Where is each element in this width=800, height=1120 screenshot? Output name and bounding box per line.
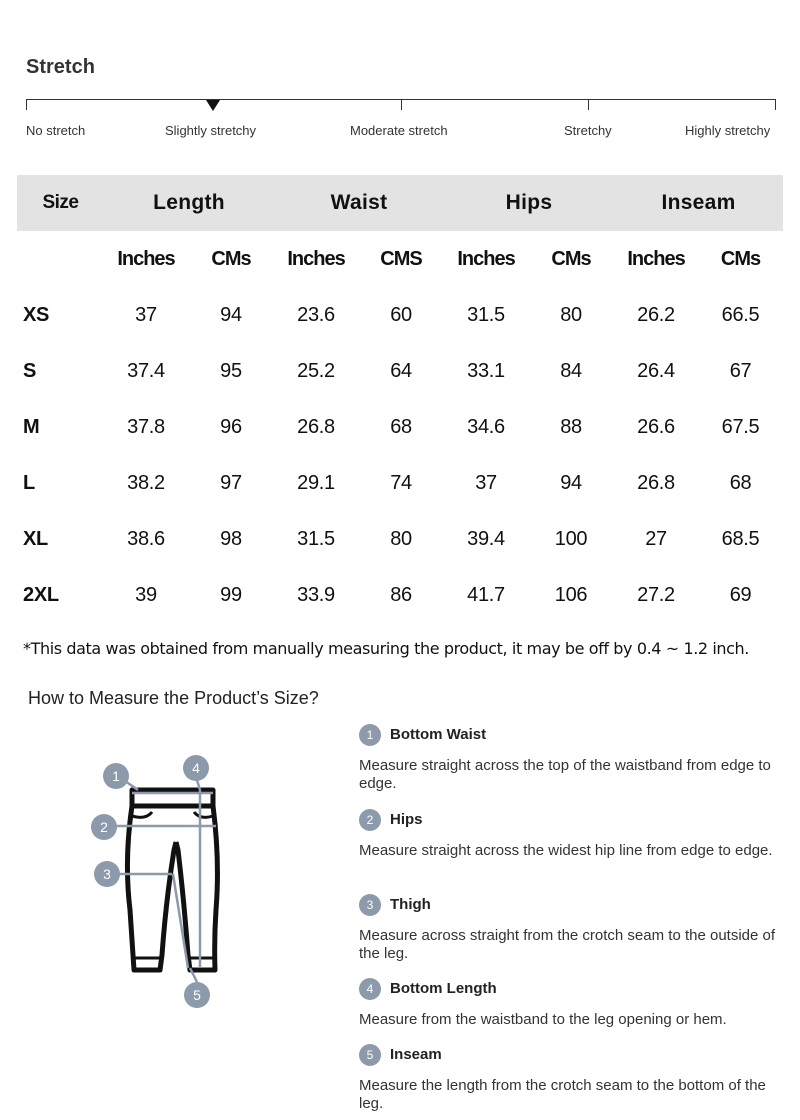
table-cell: 26.6: [637, 415, 675, 438]
table-row: [17, 287, 783, 343]
table-cell: 34.6: [467, 415, 505, 438]
table-cell: 26.2: [637, 303, 675, 326]
table-row: [17, 567, 783, 623]
diagram-number-badge: 2: [91, 814, 117, 840]
table-cell: 100: [554, 527, 588, 550]
step-number-badge: 2: [359, 809, 381, 831]
step-title: Bottom Waist: [390, 726, 487, 743]
size-chart-table: [17, 175, 783, 623]
stretch-tick: [401, 99, 402, 110]
step-description: Measure the length from the crotch seam to the bottom of the leg.: [359, 1077, 766, 1112]
table-cell: 60: [390, 303, 412, 326]
table-cell: 37: [135, 303, 157, 326]
table-subheader-row: [17, 231, 783, 287]
table-cell: 29.1: [297, 471, 335, 494]
table-header-row: [17, 175, 783, 231]
subheader-unit: Inches: [457, 247, 515, 270]
step-description: Measure straight across the widest hip line from edge to edge.: [359, 842, 773, 859]
stretch-label: No stretch: [26, 123, 86, 138]
stretch-tick: [588, 99, 589, 110]
table-cell: 68: [390, 415, 412, 438]
subheader-empty: [17, 231, 104, 287]
table-cell: 25.2: [297, 359, 335, 382]
table-cell: 26.4: [637, 359, 675, 382]
diagram-number-badge: 1: [103, 763, 129, 789]
table-cell: 64: [390, 359, 412, 382]
step-description: Measure straight across the top of the waistband from edge to edge.: [359, 757, 771, 792]
stretch-label: Highly stretchy: [685, 123, 771, 138]
table-cell: 98: [220, 527, 242, 550]
subheader-unit: CMs: [720, 247, 761, 270]
table-row: [17, 399, 783, 455]
table-cell: 37: [475, 471, 497, 494]
step-number-badge: 4: [359, 978, 381, 1000]
step-title: Inseam: [390, 1046, 442, 1063]
step-item: [359, 809, 779, 860]
table-cell: 38.2: [127, 471, 165, 494]
step-item: [359, 724, 779, 793]
row-size: L: [23, 471, 35, 494]
step-item: [359, 894, 779, 963]
step-description: Measure from the waistband to the leg opening or hem.: [359, 1011, 727, 1028]
table-cell: 27: [645, 527, 667, 550]
step-item: [359, 1044, 779, 1113]
header-inseam: Inseam: [661, 191, 736, 214]
table-cell: 68.5: [721, 527, 760, 550]
table-cell: 94: [560, 471, 582, 494]
row-size: 2XL: [23, 583, 59, 606]
table-cell: 68: [729, 471, 752, 494]
row-size: XL: [23, 527, 48, 550]
subheader-unit: Inches: [117, 247, 175, 270]
table-cell: 31.5: [297, 527, 335, 550]
pants-outline-icon: [127, 790, 217, 970]
stretch-tick: [775, 99, 776, 110]
subheader-unit: CMs: [551, 247, 591, 270]
table-cell: 23.6: [297, 303, 335, 326]
pants-diagram: [80, 750, 250, 1015]
table-cell: 80: [390, 527, 412, 550]
step-title: Bottom Length: [390, 980, 497, 997]
header-size: Size: [42, 192, 79, 213]
table-cell: 80: [560, 303, 582, 326]
table-cell: 37.4: [127, 359, 165, 382]
table-cell: 38.6: [127, 527, 165, 550]
table-cell: 39.4: [467, 527, 505, 550]
table-cell: 74: [390, 471, 412, 494]
stretch-title: Stretch: [26, 56, 95, 78]
table-cell: 33.9: [297, 583, 335, 606]
diagram-number-badge: 5: [184, 982, 210, 1008]
subheader-unit: CMs: [211, 247, 251, 270]
table-cell: 27.2: [637, 583, 675, 606]
table-cell: 106: [554, 583, 588, 606]
table-cell: 86: [390, 583, 412, 606]
header-waist: Waist: [330, 191, 388, 214]
table-cell: 84: [560, 359, 582, 382]
subheader-unit: Inches: [287, 247, 345, 270]
table-cell: 96: [220, 415, 242, 438]
table-cell: 41.7: [467, 583, 505, 606]
table-cell: 99: [220, 583, 242, 606]
table-row: [17, 343, 783, 399]
table-cell: 26.8: [637, 471, 675, 494]
table-cell: 94: [220, 303, 242, 326]
step-number-badge: 1: [359, 724, 381, 746]
table-cell: 97: [220, 471, 242, 494]
diagram-number-badge: 3: [94, 861, 120, 887]
table-cell: 37.8: [127, 415, 165, 438]
row-size: XS: [23, 303, 50, 326]
step-number-badge: 3: [359, 894, 381, 916]
table-cell: 69: [729, 583, 752, 606]
table-cell: 33.1: [467, 359, 505, 382]
table-cell: 26.8: [297, 415, 335, 438]
table-cell: 67: [729, 359, 752, 382]
step-title: Hips: [390, 811, 423, 828]
measurement-note: *This data was obtained from manually measuring the product, it may be off by 0.4 ~ 1.2 inch.: [23, 639, 749, 658]
table-cell: 67.5: [721, 415, 760, 438]
stretch-label-selected: Slightly stretchy: [165, 123, 257, 138]
stretch-label: Stretchy: [564, 123, 612, 138]
table-cell: 66.5: [721, 303, 760, 326]
table-cell: 95: [220, 359, 242, 382]
row-size: S: [23, 359, 37, 382]
stretch-selected-marker: [206, 100, 220, 111]
stretch-tick: [26, 99, 27, 110]
stretch-label: Moderate stretch: [350, 123, 448, 138]
table-row: [17, 455, 783, 511]
howto-title: How to Measure the Product’s Size?: [28, 688, 319, 708]
subheader-unit: CMS: [380, 247, 422, 270]
stretch-scale: [26, 96, 778, 116]
header-hips: Hips: [505, 191, 553, 214]
row-size: M: [23, 415, 40, 438]
step-item: [359, 978, 779, 1029]
step-number-badge: 5: [359, 1044, 381, 1066]
step-description: Measure across straight from the crotch seam to the outside of the leg.: [359, 927, 776, 962]
table-cell: 39: [135, 583, 157, 606]
table-cell: 88: [560, 415, 582, 438]
diagram-number-badge: 4: [183, 755, 209, 781]
header-length: Length: [153, 191, 225, 214]
step-title: Thigh: [390, 896, 431, 913]
subheader-unit: Inches: [627, 247, 685, 270]
table-row: [17, 511, 783, 567]
table-cell: 31.5: [467, 303, 505, 326]
